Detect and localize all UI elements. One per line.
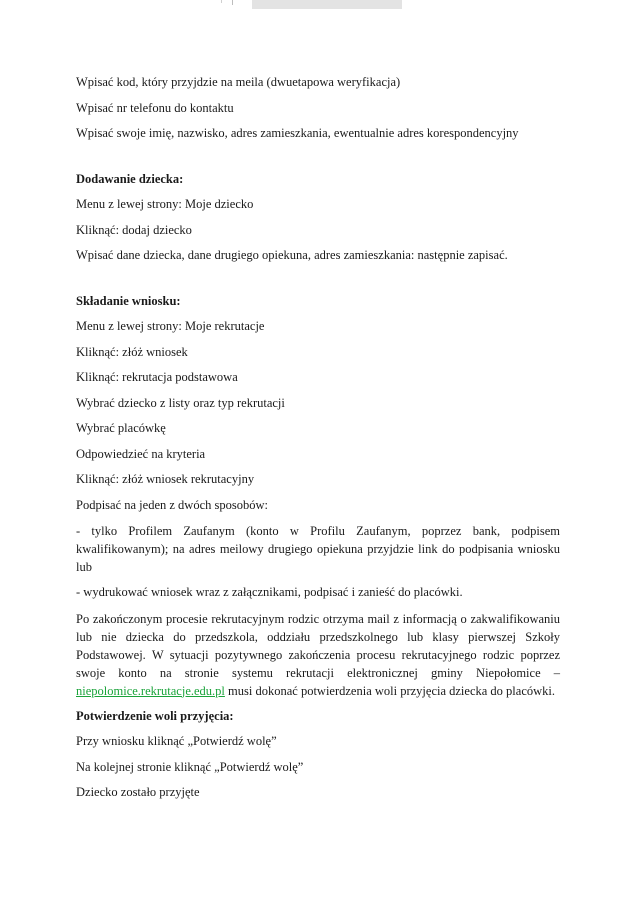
section-heading-child: Dodawanie dziecka: bbox=[76, 171, 184, 186]
document-body bbox=[76, 74, 560, 810]
top-toolbar-strip bbox=[0, 0, 635, 9]
instruction-line: Wpisać kod, który przyjdzie na meila (dwuetapowa weryfikacja) bbox=[76, 75, 401, 89]
instruction-line: Dziecko zostało przyjęte bbox=[76, 785, 200, 799]
instruction-line: Wpisać nr telefonu do kontaktu bbox=[76, 100, 234, 115]
instruction-line: Podpisać na jeden z dwóch sposobów: bbox=[76, 497, 268, 512]
instruction-line: Wybrać dziecko z listy oraz typ rekrutacji bbox=[76, 395, 285, 410]
paragraph-spacer bbox=[76, 273, 560, 293]
instruction-line: Kliknąć: złóż wniosek rekrutacyjny bbox=[76, 472, 255, 486]
instruction-line: Wpisać swoje imię, nazwisko, adres zamieszkania, ewentualnie adres korespondencyjny bbox=[76, 126, 519, 140]
instruction-line: Menu z lewej strony: Moje rekrutacje bbox=[76, 319, 265, 333]
recruitment-site-link[interactable]: niepolomice.rekrutacje.edu.pl bbox=[76, 683, 225, 698]
section-heading-application: Składanie wniosku: bbox=[76, 293, 181, 308]
closing-text: Po zakończonym procesie rekrutacyjnym rodzic otrzyma mail z informacją o zakwalifikowaniu lub nie dziecka do przedszkola, oddziału przedszkolnego lub klasy pierwszej Szkoły Podstawowej. W sytuacji pozytywnego zakończenia procesu rekrutacyjnego rodzic poprzez swoje konto na stronie systemu rekrutacji elektronicznej gminy Niepołomice – bbox=[76, 611, 560, 680]
toolbar-segment bbox=[252, 0, 402, 9]
instruction-line: Wpisać dane dziecka, dane drugiego opiekuna, adres zamieszkania: następnie zapisać. bbox=[76, 248, 508, 262]
instruction-line: Kliknąć: dodaj dziecko bbox=[76, 222, 192, 237]
toolbar-divider bbox=[221, 0, 222, 3]
instruction-line: Kliknąć: złóż wniosek bbox=[76, 344, 188, 359]
instruction-line: Odpowiedzieć na kryteria bbox=[76, 446, 206, 461]
paragraph-spacer bbox=[76, 151, 560, 171]
instruction-line: Na kolejnej stronie kliknąć „Potwierdź wolę” bbox=[76, 759, 304, 774]
instruction-line: Menu z lewej strony: Moje dziecko bbox=[76, 197, 254, 211]
instruction-line: Kliknąć: rekrutacja podstawowa bbox=[76, 370, 238, 384]
signing-option-1: - tylko Profilem Zaufanym (konto w Profilu Zaufanym, poprzez bank, podpisem kwalifikowanym); na adres meilowy drugiego opiekuna przyjdzie link do podpisania wniosku lub bbox=[76, 524, 560, 574]
toolbar-divider bbox=[232, 0, 233, 5]
instruction-line: Wybrać placówkę bbox=[76, 421, 166, 435]
closing-paragraph bbox=[76, 610, 560, 700]
signing-option-2: - wydrukować wniosek wraz z załącznikami, podpisać i zanieść do placówki. bbox=[76, 585, 463, 599]
instruction-line: Przy wniosku kliknąć „Potwierdź wolę” bbox=[76, 734, 277, 748]
closing-text-end: musi dokonać potwierdzenia woli przyjęcia dziecka do placówki. bbox=[224, 683, 555, 698]
section-heading-confirm: Potwierdzenie woli przyjęcia: bbox=[76, 708, 234, 723]
